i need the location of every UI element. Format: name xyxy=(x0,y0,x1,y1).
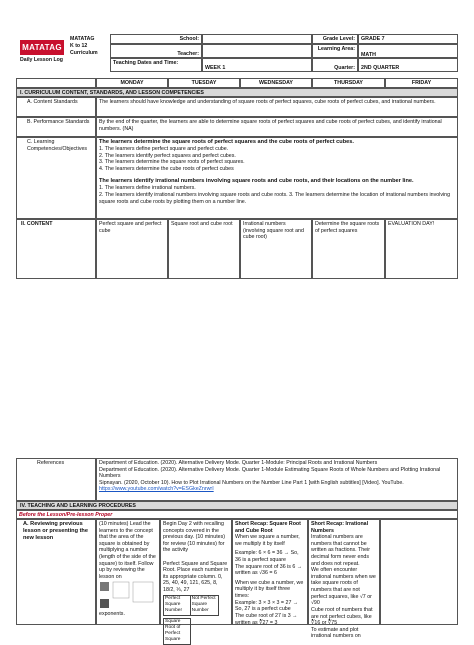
content-standards-label: A. Content Standards xyxy=(16,97,96,117)
table-header: Perfect Square Number xyxy=(164,595,191,615)
table-header: Not Perfect Square Number xyxy=(190,595,218,615)
day-tuesday: TUESDAY xyxy=(168,78,240,88)
content-thursday: Determine the square roots of perfect squares xyxy=(312,219,385,279)
reference-item: Department of Education. (2020). Alternative Delivery Mode. Quarter 1-Module Estimating Square Roots of Whole Numbers and Plotting Irrational Numbers xyxy=(99,466,441,480)
area-value: MATH xyxy=(358,44,458,58)
youtube-link[interactable]: https://www.youtube.com/watch?v=ESGkeZnrwrI xyxy=(99,486,214,493)
table-header: Square Root of Perfect Square xyxy=(164,618,191,644)
references-label: References xyxy=(16,458,96,501)
day-wednesday: WEDNESDAY xyxy=(240,78,312,88)
school-label: School: xyxy=(110,34,202,44)
day-monday: MONDAY xyxy=(96,78,168,88)
competencies-text xyxy=(96,137,458,219)
review-monday: (10 minutes) Lead the learners to the concept that the area of the square is obtained by multiplying a number (length of the side of the square) to itself. Follow up by reviewing the lesson on exponents. xyxy=(96,519,160,625)
matatag-logo: MATATAG xyxy=(20,40,64,55)
square-sorting-table xyxy=(163,595,219,616)
pre-lesson-subtitle: Before the Lesson/Pre-lesson Proper xyxy=(16,510,458,519)
competency-item: 1. The learners define perfect square and perfect cube. xyxy=(99,145,229,152)
day-friday: FRIDAY xyxy=(385,78,458,88)
review-friday xyxy=(380,519,458,625)
competency-item: 2. The learners identify irrational numbers involving square roots and cube roots. 3. The learners determine the location of irrational numbers involving square roots and cube roots by plotting them on a number line. xyxy=(99,192,451,205)
competency-item: 3. The learners determine the square roots of perfect squares. xyxy=(99,159,245,166)
square-root-table xyxy=(163,618,191,645)
review-tuesday: Begin Day 2 with recalling concepts covered in the previous day. (10 minutes) for review (10 minutes) for the activity Perfect Square and Square Root. Place each number in its appropriate column. 0, 25, 40, 49, 121, 625, 8, 18/2, ⅓, 27 Perfect Square Number Not Perfect Square Number Square Root of Perfect Square xyxy=(160,519,232,625)
content-label: II. CONTENT xyxy=(16,219,96,279)
section-1-title: I. CURRICULUM CONTENT, STANDARDS, AND LESSON COMPETENCIES xyxy=(16,88,458,97)
review-thursday: Short Recap: Irrational Numbers Irrational numbers are numbers that cannot be written as fractions. Their decimal form never ends and does not repeat. We often encounter irrational numbers when we take square roots of numbers that are not perfect squares, like √7 or √90 Cube root of numbers that are not perfect cubes, like ∛16 or ∛75 To estimate and plot irrational numbers on xyxy=(308,519,380,625)
performance-label: B. Performance Standards xyxy=(16,117,96,137)
week-value: WEEK 1 xyxy=(202,58,312,72)
reference-item: Department of Education. (2020). Alternative Delivery Mode. Quarter 1-Module: Principal Roots and Irrational Numbers xyxy=(99,460,378,466)
teacher-field[interactable] xyxy=(202,44,312,58)
competency-heading-2: The learners identify irrational numbers involving square roots and cube roots, and their locations on the number line. xyxy=(99,178,414,185)
grade-label: Grade Level: xyxy=(312,34,358,44)
content-friday: EVALUATION DAY! xyxy=(385,219,458,279)
days-corner xyxy=(16,78,96,88)
competency-item: 1. The learners define irrational numbers. xyxy=(99,185,196,192)
competency-item: 2. The learners identify perfect squares and perfect cubes. xyxy=(99,152,236,159)
grid-squares-image xyxy=(99,581,155,611)
quarter-value: 2ND QUARTER xyxy=(358,58,458,72)
day-thursday: THURSDAY xyxy=(312,78,385,88)
content-wednesday: Irrational numbers (involving square root and cube root) xyxy=(240,219,312,279)
references-text xyxy=(96,458,458,501)
reference-item: Sipnayan. (2020, October 10). How to Plot Irrational Numbers on the Number Line Part 1 [with English subtitles] [Video]. YouTube. xyxy=(99,479,404,486)
section-4-title: IV. TEACHING AND LEARNING PROCEDURES xyxy=(16,501,458,510)
dates-label: Teaching Dates and Time: xyxy=(110,58,202,72)
area-label: Learning Area: xyxy=(312,44,358,58)
teacher-label: Teacher: xyxy=(110,44,202,58)
grade-value: GRADE 7 xyxy=(358,34,458,44)
review-wednesday: Short Recap: Square Root and Cube Root When we square a number, we multiply it by itself Example: 6 × 6 = 36 → So, 36 is a perfect square The square root of 36 is 6 → written as √36 = 6 When we cube a number, we multiply it by itself three times: Example: 3 × 3 × 3 = 27 → So, 27 is a perfect cube The cube root of 27 is 3 → written as ∛27 = 3 xyxy=(232,519,308,625)
content-monday: Perfect square and perfect cube xyxy=(96,219,168,279)
content-tuesday: Square root and cube root xyxy=(168,219,240,279)
log-title: Daily Lesson Log xyxy=(20,57,63,63)
content-standards-text: The learners should have knowledge and understanding of square roots of perfect squares, cube roots of perfect cubes, and irrational numbers. xyxy=(96,97,458,117)
school-field[interactable] xyxy=(202,34,312,44)
reviewing-label: A. Reviewing previous lesson or presenting the new lesson xyxy=(16,519,96,625)
competencies-label: C. Learning Competencies/Objectives xyxy=(16,137,96,219)
curriculum-title: MATATAG K to 12 Curriculum xyxy=(70,36,98,56)
competency-item: 4. The learners determine the cube roots of perfect cubes xyxy=(99,165,234,172)
quarter-label: Quarter: xyxy=(312,58,358,72)
performance-text: By the end of the quarter, the learners are able to determine square roots of perfect squares and cube roots of perfect cubes, and identify irrational numbers. (NA) xyxy=(96,117,458,137)
competency-heading-1: The learners determine the square roots of perfect squares and the cube roots of perfect cubes. xyxy=(99,139,354,145)
